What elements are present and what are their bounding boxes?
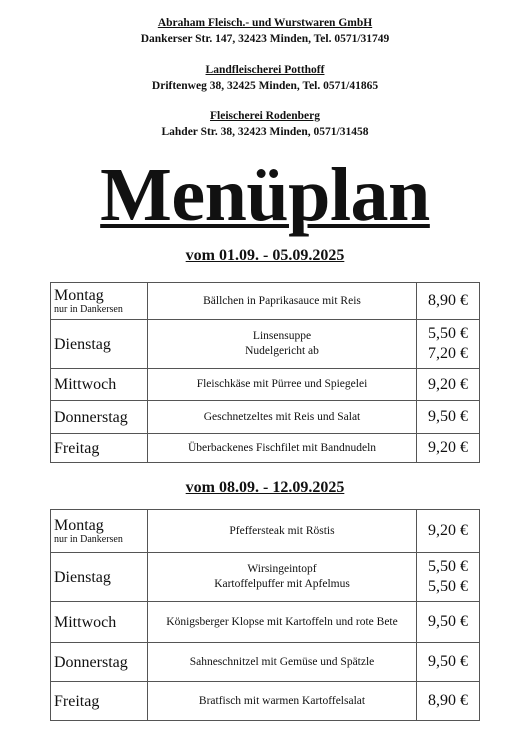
company-block-rodenberg — [0, 108, 530, 140]
price: 5,50 € — [428, 578, 468, 595]
day-cell — [51, 369, 148, 401]
table-row — [51, 369, 480, 401]
dish-name: Pfeffersteak mit Röstis — [229, 524, 335, 537]
day-name: Dienstag — [54, 568, 111, 586]
price: 7,20 € — [428, 345, 468, 362]
price-cell — [417, 510, 480, 553]
price-cell — [417, 369, 480, 401]
price: 9,50 € — [428, 408, 468, 425]
dish-name: Überbackenes Fischfilet mit Bandnudeln — [187, 441, 377, 454]
day-cell — [51, 401, 148, 434]
price: 9,20 € — [428, 375, 468, 393]
price: 8,90 € — [428, 692, 468, 709]
price-cell — [417, 434, 480, 463]
dish-name: Königsberger Klopse mit Kartoffeln und rote Bete — [166, 615, 398, 628]
table-row — [51, 320, 480, 369]
table-row — [51, 643, 480, 682]
table-row — [51, 682, 480, 721]
company-name: Landfleischerei Potthoff — [205, 64, 325, 76]
price: 5,50 € — [428, 325, 468, 342]
table-row — [51, 602, 480, 643]
day-cell — [51, 553, 148, 602]
price: 8,90 € — [428, 292, 468, 309]
day-cell — [51, 320, 148, 369]
day-cell — [51, 283, 148, 320]
week-2-menu-table — [50, 509, 480, 721]
day-name: Freitag — [54, 439, 100, 457]
price-cell — [417, 602, 480, 643]
day-name: Montag — [54, 517, 104, 534]
dish-cell — [148, 682, 417, 721]
dish-cell — [148, 401, 417, 434]
day-note: nur in Dankersen — [54, 534, 123, 545]
price: 9,20 € — [428, 439, 468, 456]
dish-cell — [148, 283, 417, 320]
company-address: Driftenweg 38, 32425 Minden, Tel. 0571/41865 — [151, 80, 379, 92]
price-cell — [417, 401, 480, 434]
company-address: Dankerser Str. 147, 32423 Minden, Tel. 0571/31749 — [140, 33, 390, 45]
table-row — [51, 401, 480, 434]
company-block-abraham — [0, 15, 530, 47]
day-cell — [51, 434, 148, 463]
price-cell — [417, 553, 480, 602]
table-row — [51, 510, 480, 553]
day-cell — [51, 510, 148, 553]
dish-name: Wirsingeintopf — [247, 563, 317, 575]
table-row — [51, 553, 480, 602]
day-note: nur in Dankersen — [54, 304, 123, 315]
day-name: Montag — [54, 287, 104, 304]
dish-name: Linsensuppe — [252, 330, 312, 342]
dish-cell — [148, 434, 417, 463]
week-1-menu-table — [50, 282, 480, 463]
dish-cell — [148, 320, 417, 369]
day-name: Mittwoch — [54, 376, 117, 393]
price-cell — [417, 643, 480, 682]
week-2-heading: vom 08.09. - 12.09.2025 — [185, 479, 345, 496]
day-cell — [51, 643, 148, 682]
price: 5,50 € — [428, 558, 468, 575]
week-1-heading: vom 01.09. - 05.09.2025 — [185, 247, 345, 264]
dish-name: Bällchen in Paprikasauce mit Reis — [203, 294, 361, 307]
price: 9,50 € — [428, 653, 468, 670]
dish-cell — [148, 369, 417, 401]
dish-name: Sahneschnitzel mit Gemüse und Spätzle — [189, 655, 375, 668]
dish-cell — [148, 602, 417, 643]
day-cell — [51, 602, 148, 643]
page-title: Menüplan — [100, 153, 430, 237]
dish-name: Geschnetzeltes mit Reis und Salat — [203, 410, 361, 423]
price: 9,50 € — [428, 613, 468, 630]
company-name: Fleischerei Rodenberg — [210, 110, 320, 122]
table-row — [51, 283, 480, 320]
dish-cell — [148, 510, 417, 553]
dish-name: Bratfisch mit warmen Kartoffelsalat — [198, 694, 366, 707]
day-cell — [51, 682, 148, 721]
price-cell — [417, 283, 480, 320]
table-row — [51, 434, 480, 463]
dish-name: Fleischkäse mit Pürree und Spiegelei — [196, 378, 368, 390]
dish-name: Nudelgericht ab — [245, 345, 319, 357]
dish-cell — [148, 643, 417, 682]
dish-name: Kartoffelpuffer mit Apfelmus — [214, 578, 350, 590]
day-name: Dienstag — [54, 335, 111, 353]
day-name: Freitag — [54, 692, 100, 710]
day-name: Mittwoch — [54, 613, 117, 631]
price: 9,20 € — [428, 522, 468, 539]
company-name: Abraham Fleisch.- und Wurstwaren GmbH — [157, 17, 373, 29]
day-name: Donnerstag — [54, 408, 128, 426]
company-address: Lahder Str. 38, 32423 Minden, 0571/31458 — [161, 126, 369, 138]
company-block-potthoff — [0, 62, 530, 94]
dish-cell — [148, 553, 417, 602]
price-cell — [417, 320, 480, 369]
day-name: Donnerstag — [54, 653, 128, 671]
price-cell — [417, 682, 480, 721]
